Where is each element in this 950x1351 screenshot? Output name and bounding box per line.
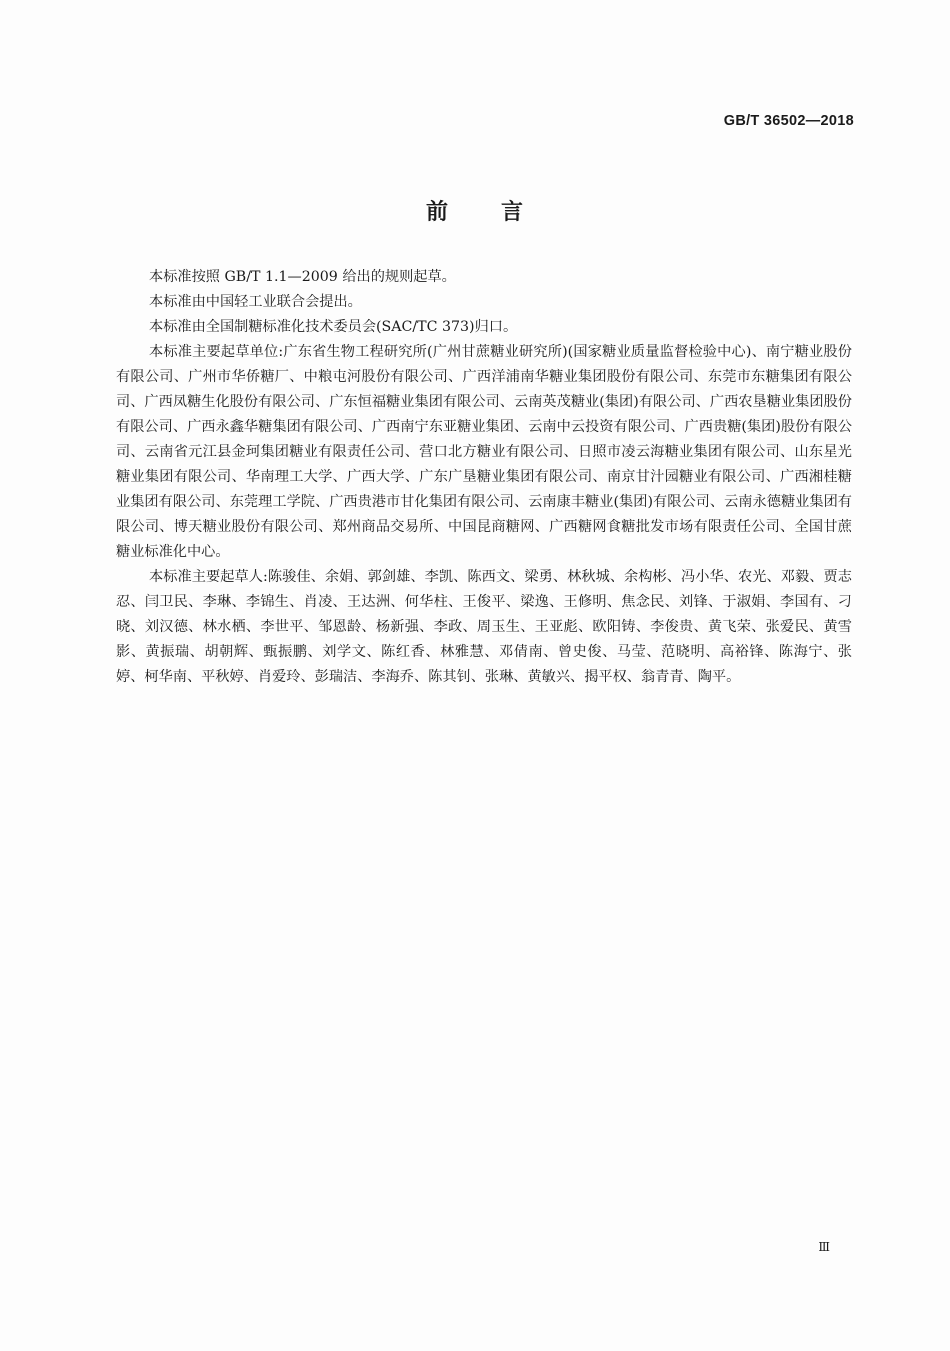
paragraph-centralized-by: 本标准由全国制糖标准化技术委员会(SAC/TC 373)归口。	[149, 319, 518, 335]
paragraph-proposer: 本标准由中国轻工业联合会提出。	[149, 294, 362, 310]
standard-code: GB/T 36502—2018	[723, 113, 854, 129]
paragraph-drafting-rules: 本标准按照 GB/T 1.1—2009 给出的规则起草。	[149, 269, 456, 285]
title-char-2: 言	[501, 200, 525, 225]
page-title	[0, 195, 950, 226]
page-number: Ⅲ	[818, 1240, 830, 1254]
paragraph-drafters: 本标准主要起草人:陈骏佳、余娟、郭剑雄、李凯、陈西文、梁勇、林秋城、余构彬、冯小华、农光、邓毅、贾志忍、闫卫民、李琳、李锦生、肖凌、王达洲、何华柱、王俊平、梁逸、王修明、焦念民、刘锋、于淑娟、李国有、刁晓、刘汉德、林水栖、李世平、邹恩龄、杨新强、李政、周玉生、王亚彪、欧阳铸、李俊贵、黄飞荣、张爱民、黄雪影、黄振瑞、胡朝辉、甄振鹏、刘学文、陈红香、林雅慧、邓倩南、曾史俊、马莹、范晓明、高裕锋、陈海宁、张婷、柯华南、平秋婷、肖爱玲、彭瑞洁、李海乔、陈其钊、张琳、黄敏兴、揭平权、翁青青、陶平。	[116, 569, 852, 685]
paragraph-drafting-units: 本标准主要起草单位:广东省生物工程研究所(广州甘蔗糖业研究所)(国家糖业质量监督检验中心)、南宁糖业股份有限公司、广州市华侨糖厂、中粮屯河股份有限公司、广西洋浦南华糖业集团股份有限公司、东莞市东糖集团有限公司、广西凤糖生化股份有限公司、广东恒福糖业集团有限公司、云南英茂糖业(集团)有限公司、广西农垦糖业集团股份有限公司、广西永鑫华糖集团有限公司、广西南宁东亚糖业集团、云南中云投资有限公司、广西贵糖(集团)股份有限公司、云南省元江县金珂集团糖业有限责任公司、营口北方糖业有限公司、日照市凌云海糖业集团有限公司、山东星光糖业集团有限公司、华南理工大学、广西大学、广东广垦糖业集团有限公司、南京甘汁园糖业有限公司、广西湘桂糖业集团有限公司、东莞理工学院、广西贵港市甘化集团有限公司、云南康丰糖业(集团)有限公司、云南永德糖业集团有限公司、博天糖业股份有限公司、郑州商品交易所、中国昆商糖网、广西糖网食糖批发市场有限责任公司、全国甘蔗糖业标准化中心。	[116, 344, 852, 560]
title-char-1: 前	[425, 200, 449, 225]
foreword-body	[116, 265, 852, 690]
